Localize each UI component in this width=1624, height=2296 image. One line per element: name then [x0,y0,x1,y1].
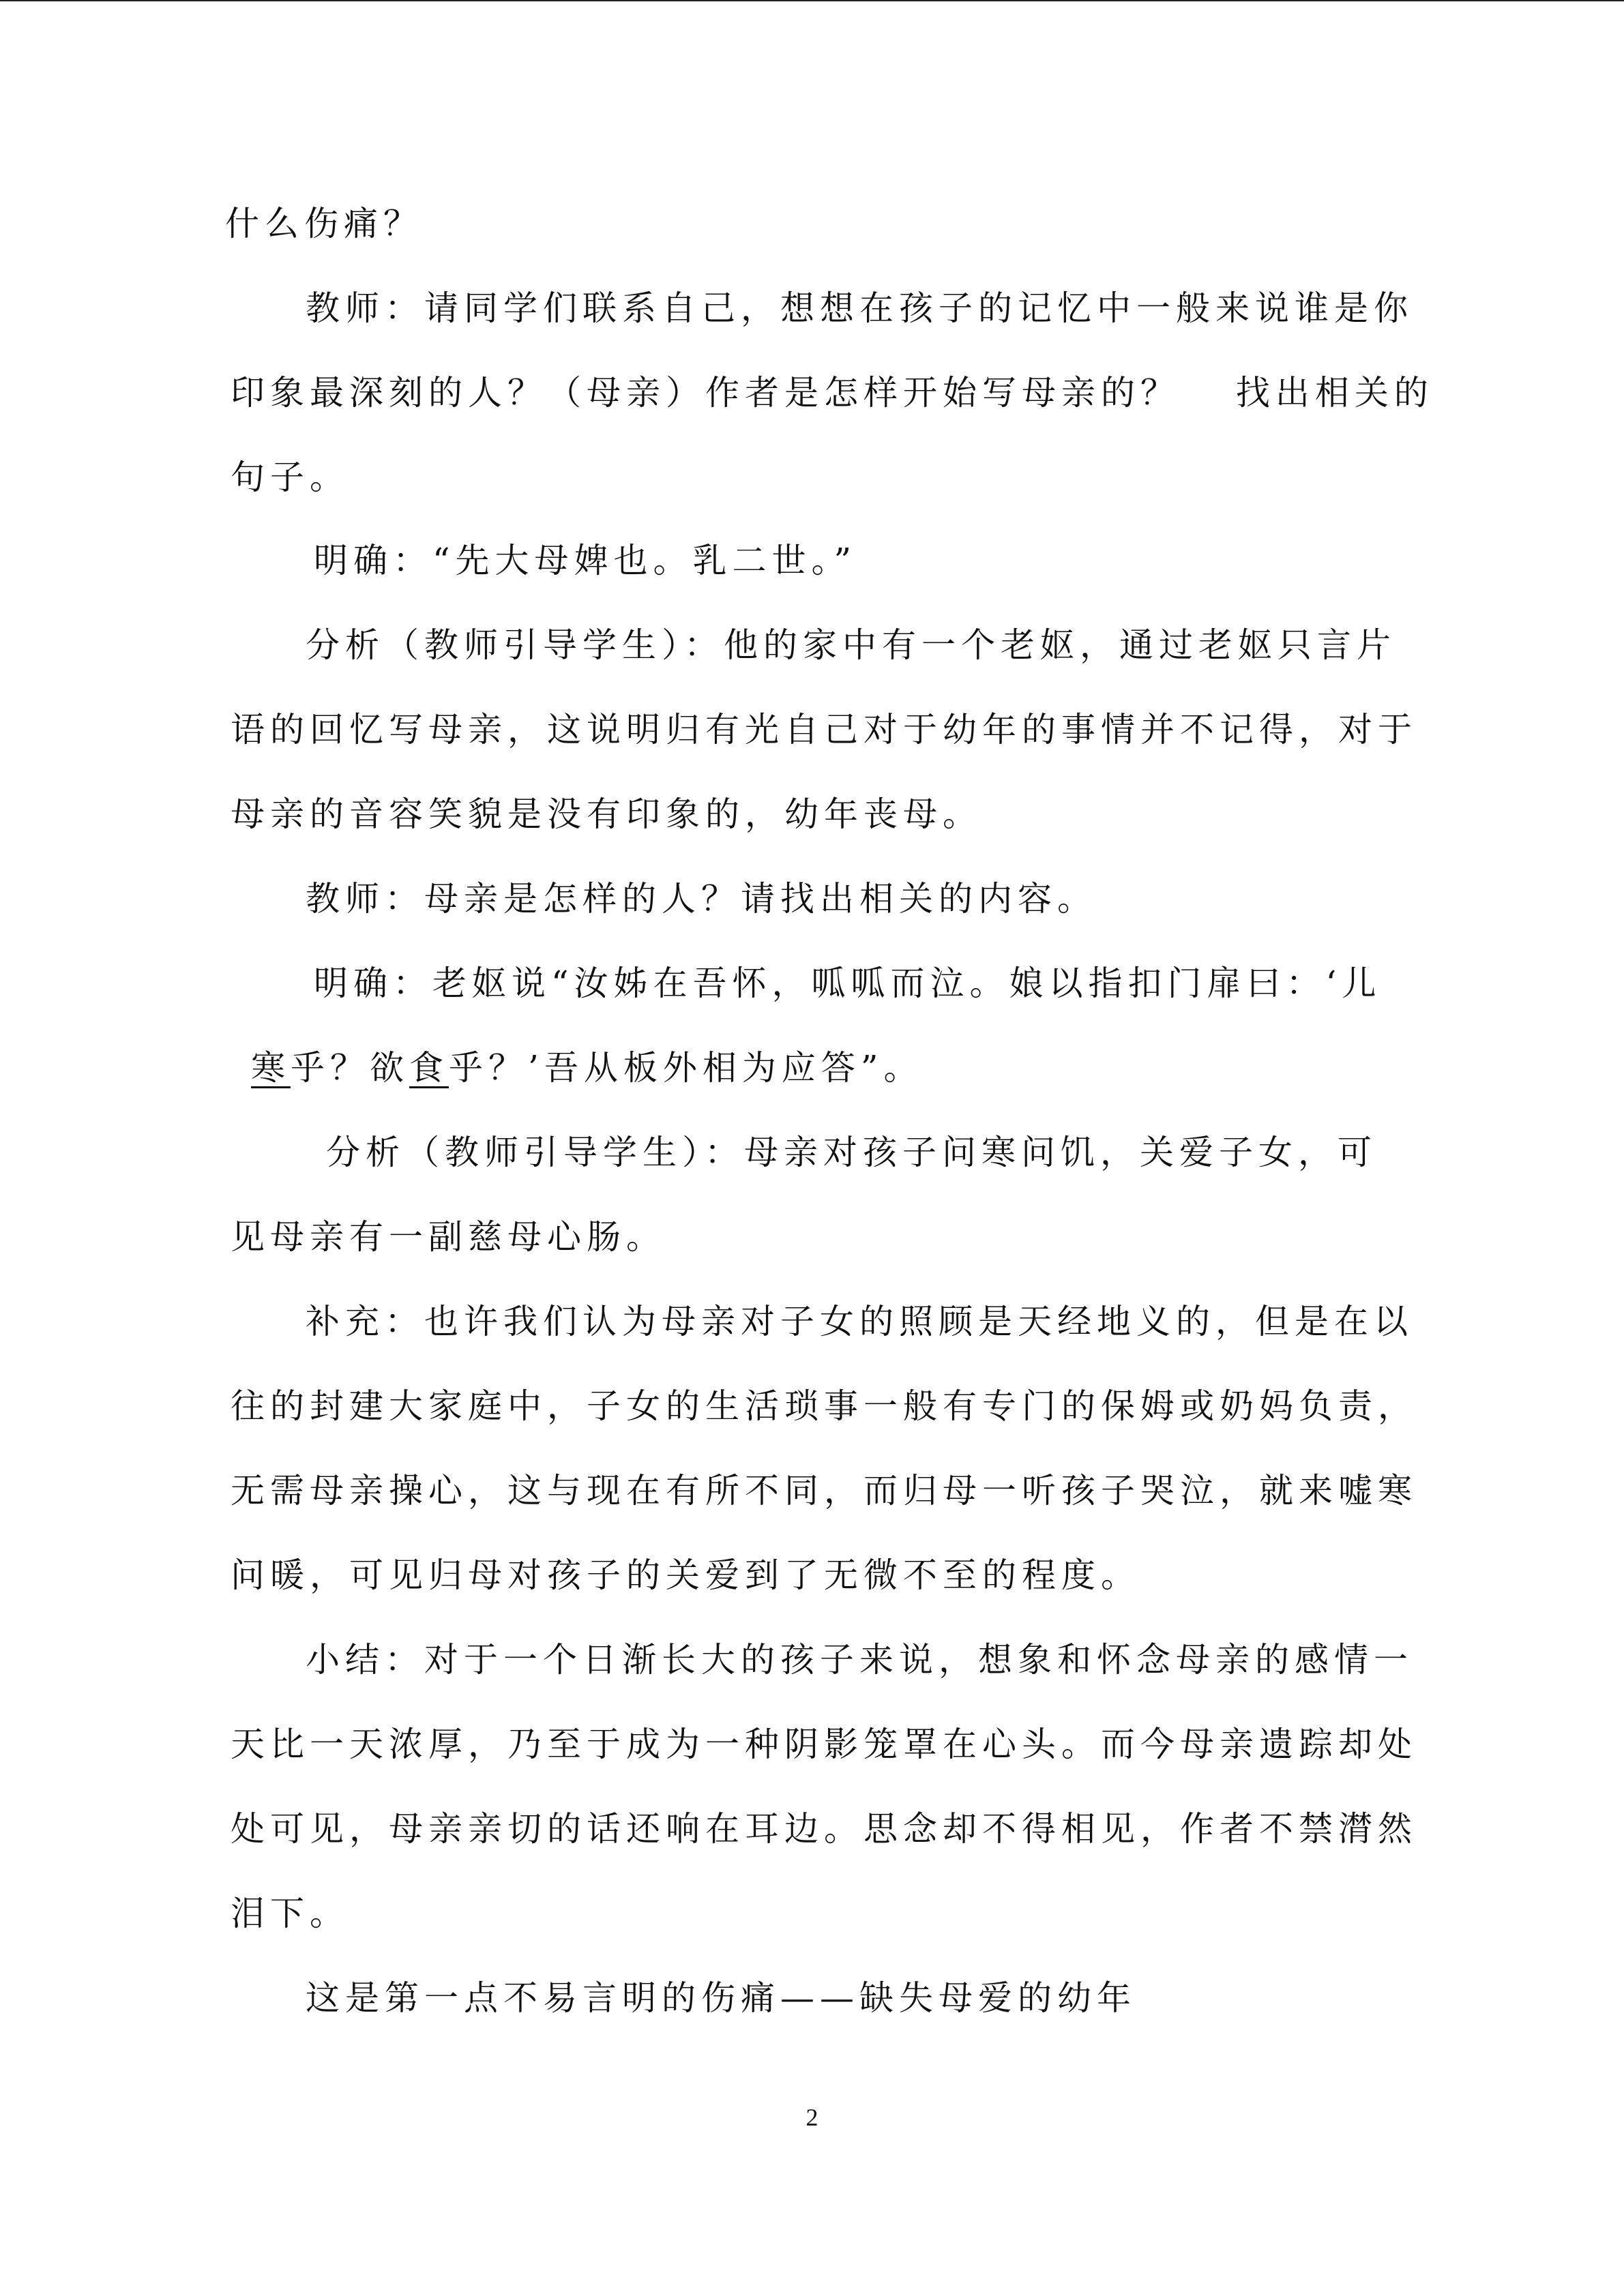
text-line-2: 教师：请同学们联系自己，想想在孩子的记忆中一般来说谁是你 [306,288,1413,328]
text-line-22: 这是第一点不易言明的伤痛——缺失母爱的幼年 [306,1978,1136,2018]
text-line-14: 补充：也许我们认为母亲对子女的照顾是天经地义的，但是在以 [306,1302,1413,1341]
text-line-12: 分析（教师引导学生）：母亲对孩子问寒问饥，关爱子女，可 [326,1133,1377,1172]
text-line-3: 印象最深刻的人？（母亲）作者是怎样开始写母亲的？ 找出相关的 [231,373,1434,413]
text-line-6: 分析（教师引导学生）：他的家中有一个老妪，通过老妪只言片 [306,625,1396,665]
text-line-10: 明确：老妪说“汝姊在吾怀，呱呱而泣。娘以指扣门扉曰：‘儿 [314,964,1382,1003]
top-border-line [0,0,1624,1]
text-line-15: 往的封建大家庭中，子女的生活琐事一般有专门的保姆或奶妈负责， [231,1386,1417,1426]
text-segment: 乎？’吾从板外相为应答”。 [449,1048,924,1088]
text-line-21: 泪下。 [231,1894,349,1933]
underlined-word-food: 食 [409,1048,449,1088]
text-line-19: 天比一天浓厚，乃至于成为一种阴影笼罩在心头。而今母亲遗踪却处 [231,1725,1417,1764]
underlined-word-cold: 寒 [251,1048,291,1088]
text-line-5: 明确：“先大母婢也。乳二世。” [314,541,857,580]
text-line-7: 语的回忆写母亲，这说明归有光自己对于幼年的事情并不记得，对于 [231,710,1417,749]
text-line-17: 问暖，可见归母对孩子的关爱到了无微不至的程度。 [231,1555,1140,1595]
text-line-20: 处可见，母亲亲切的话还响在耳边。思念却不得相见，作者不禁潸然 [231,1809,1417,1849]
text-line-4: 句子。 [231,458,349,497]
page-number: 2 [806,2104,818,2131]
text-line-13: 见母亲有一副慈母心肠。 [231,1217,666,1257]
text-line-8: 母亲的音容笑貌是没有印象的，幼年丧母。 [231,794,982,834]
text-line-11 [251,1041,923,1095]
text-line-1: 什么伤痛？ [225,204,423,243]
text-segment: 乎？欲 [291,1048,409,1088]
text-line-9: 教师：母亲是怎样的人？请找出相关的内容。 [306,879,1097,919]
text-line-16: 无需母亲操心，这与现在有所不同，而归母一听孩子哭泣，就来嘘寒 [231,1471,1417,1510]
text-line-18: 小结：对于一个日渐长大的孩子来说，想象和怀念母亲的感情一 [306,1640,1413,1680]
